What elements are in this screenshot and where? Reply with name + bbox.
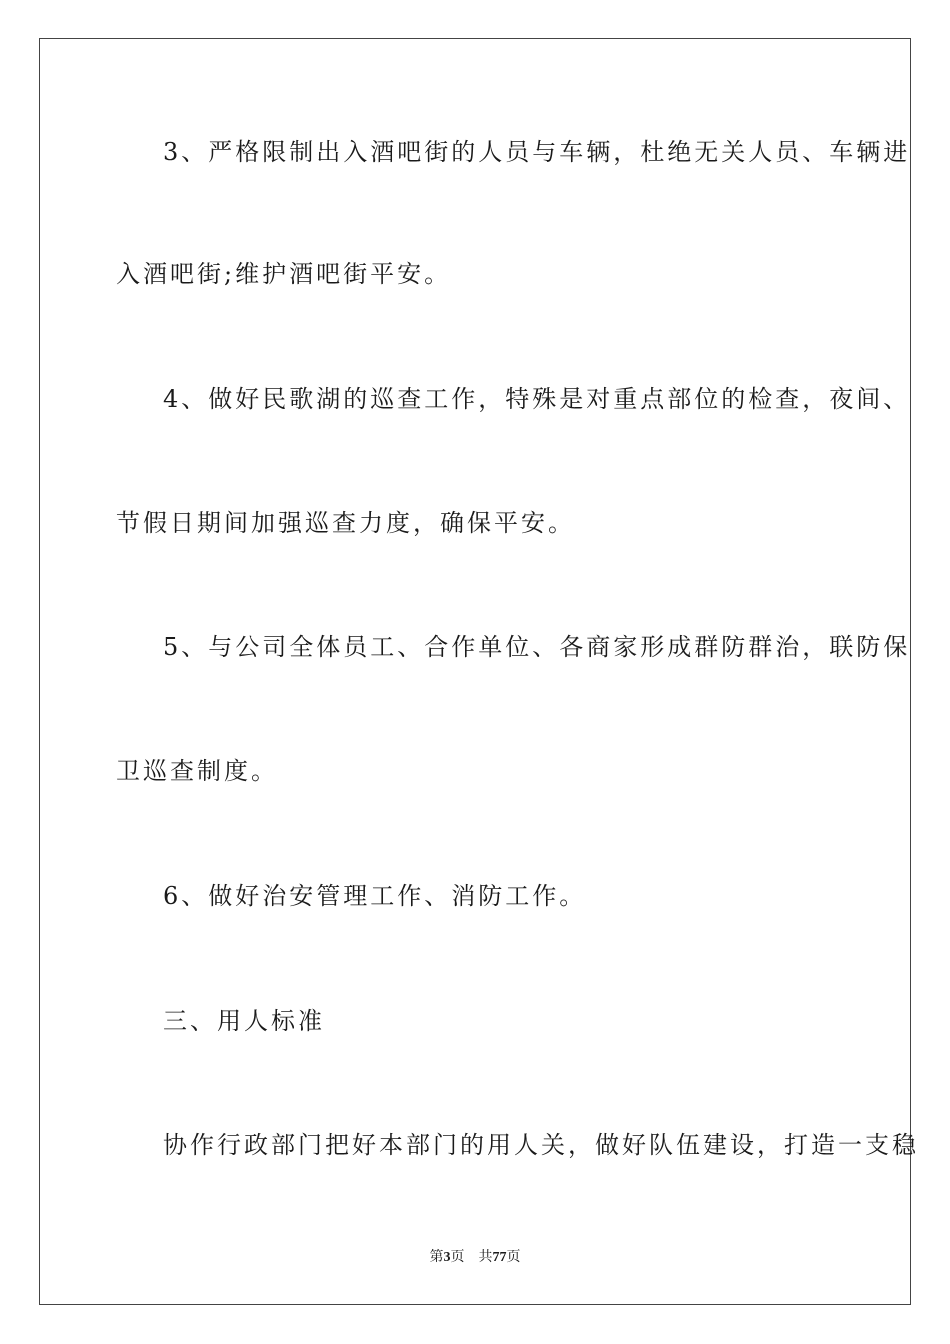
page-frame — [39, 38, 911, 1305]
page-suffix: 页 — [506, 1249, 521, 1265]
paragraph-7-line-1: 协作行政部门把好本部门的用人关，做好队伍建设，打造一支稳 — [163, 1131, 919, 1159]
paragraph-5-line-1: 5、与公司全体员工、合作单位、各商家形成群防群治，联防保 — [163, 633, 911, 661]
paragraph-3-line-1: 3、严格限制出入酒吧街的人员与车辆，杜绝无关人员、车辆进 — [163, 138, 911, 166]
paragraph-6-line-1: 6、做好治安管理工作、消防工作。 — [163, 882, 587, 910]
paragraph-4-line-2: 节假日期间加强巡查力度，确保平安。 — [116, 509, 575, 537]
section-heading: 三、用人标准 — [163, 1007, 325, 1035]
paragraph-3-line-2: 入酒吧街;维护酒吧街平安。 — [116, 260, 452, 288]
paragraph-4-line-1: 4、做好民歌湖的巡查工作，特殊是对重点部位的检查，夜间、 — [163, 385, 911, 413]
page-mid: 页 共 — [450, 1249, 493, 1265]
paragraph-5-line-2: 卫巡查制度。 — [116, 757, 278, 785]
page-prefix: 第 — [429, 1249, 444, 1265]
page-footer — [0, 1248, 950, 1267]
page-current: 3 — [443, 1250, 451, 1265]
page-total: 77 — [492, 1250, 507, 1265]
